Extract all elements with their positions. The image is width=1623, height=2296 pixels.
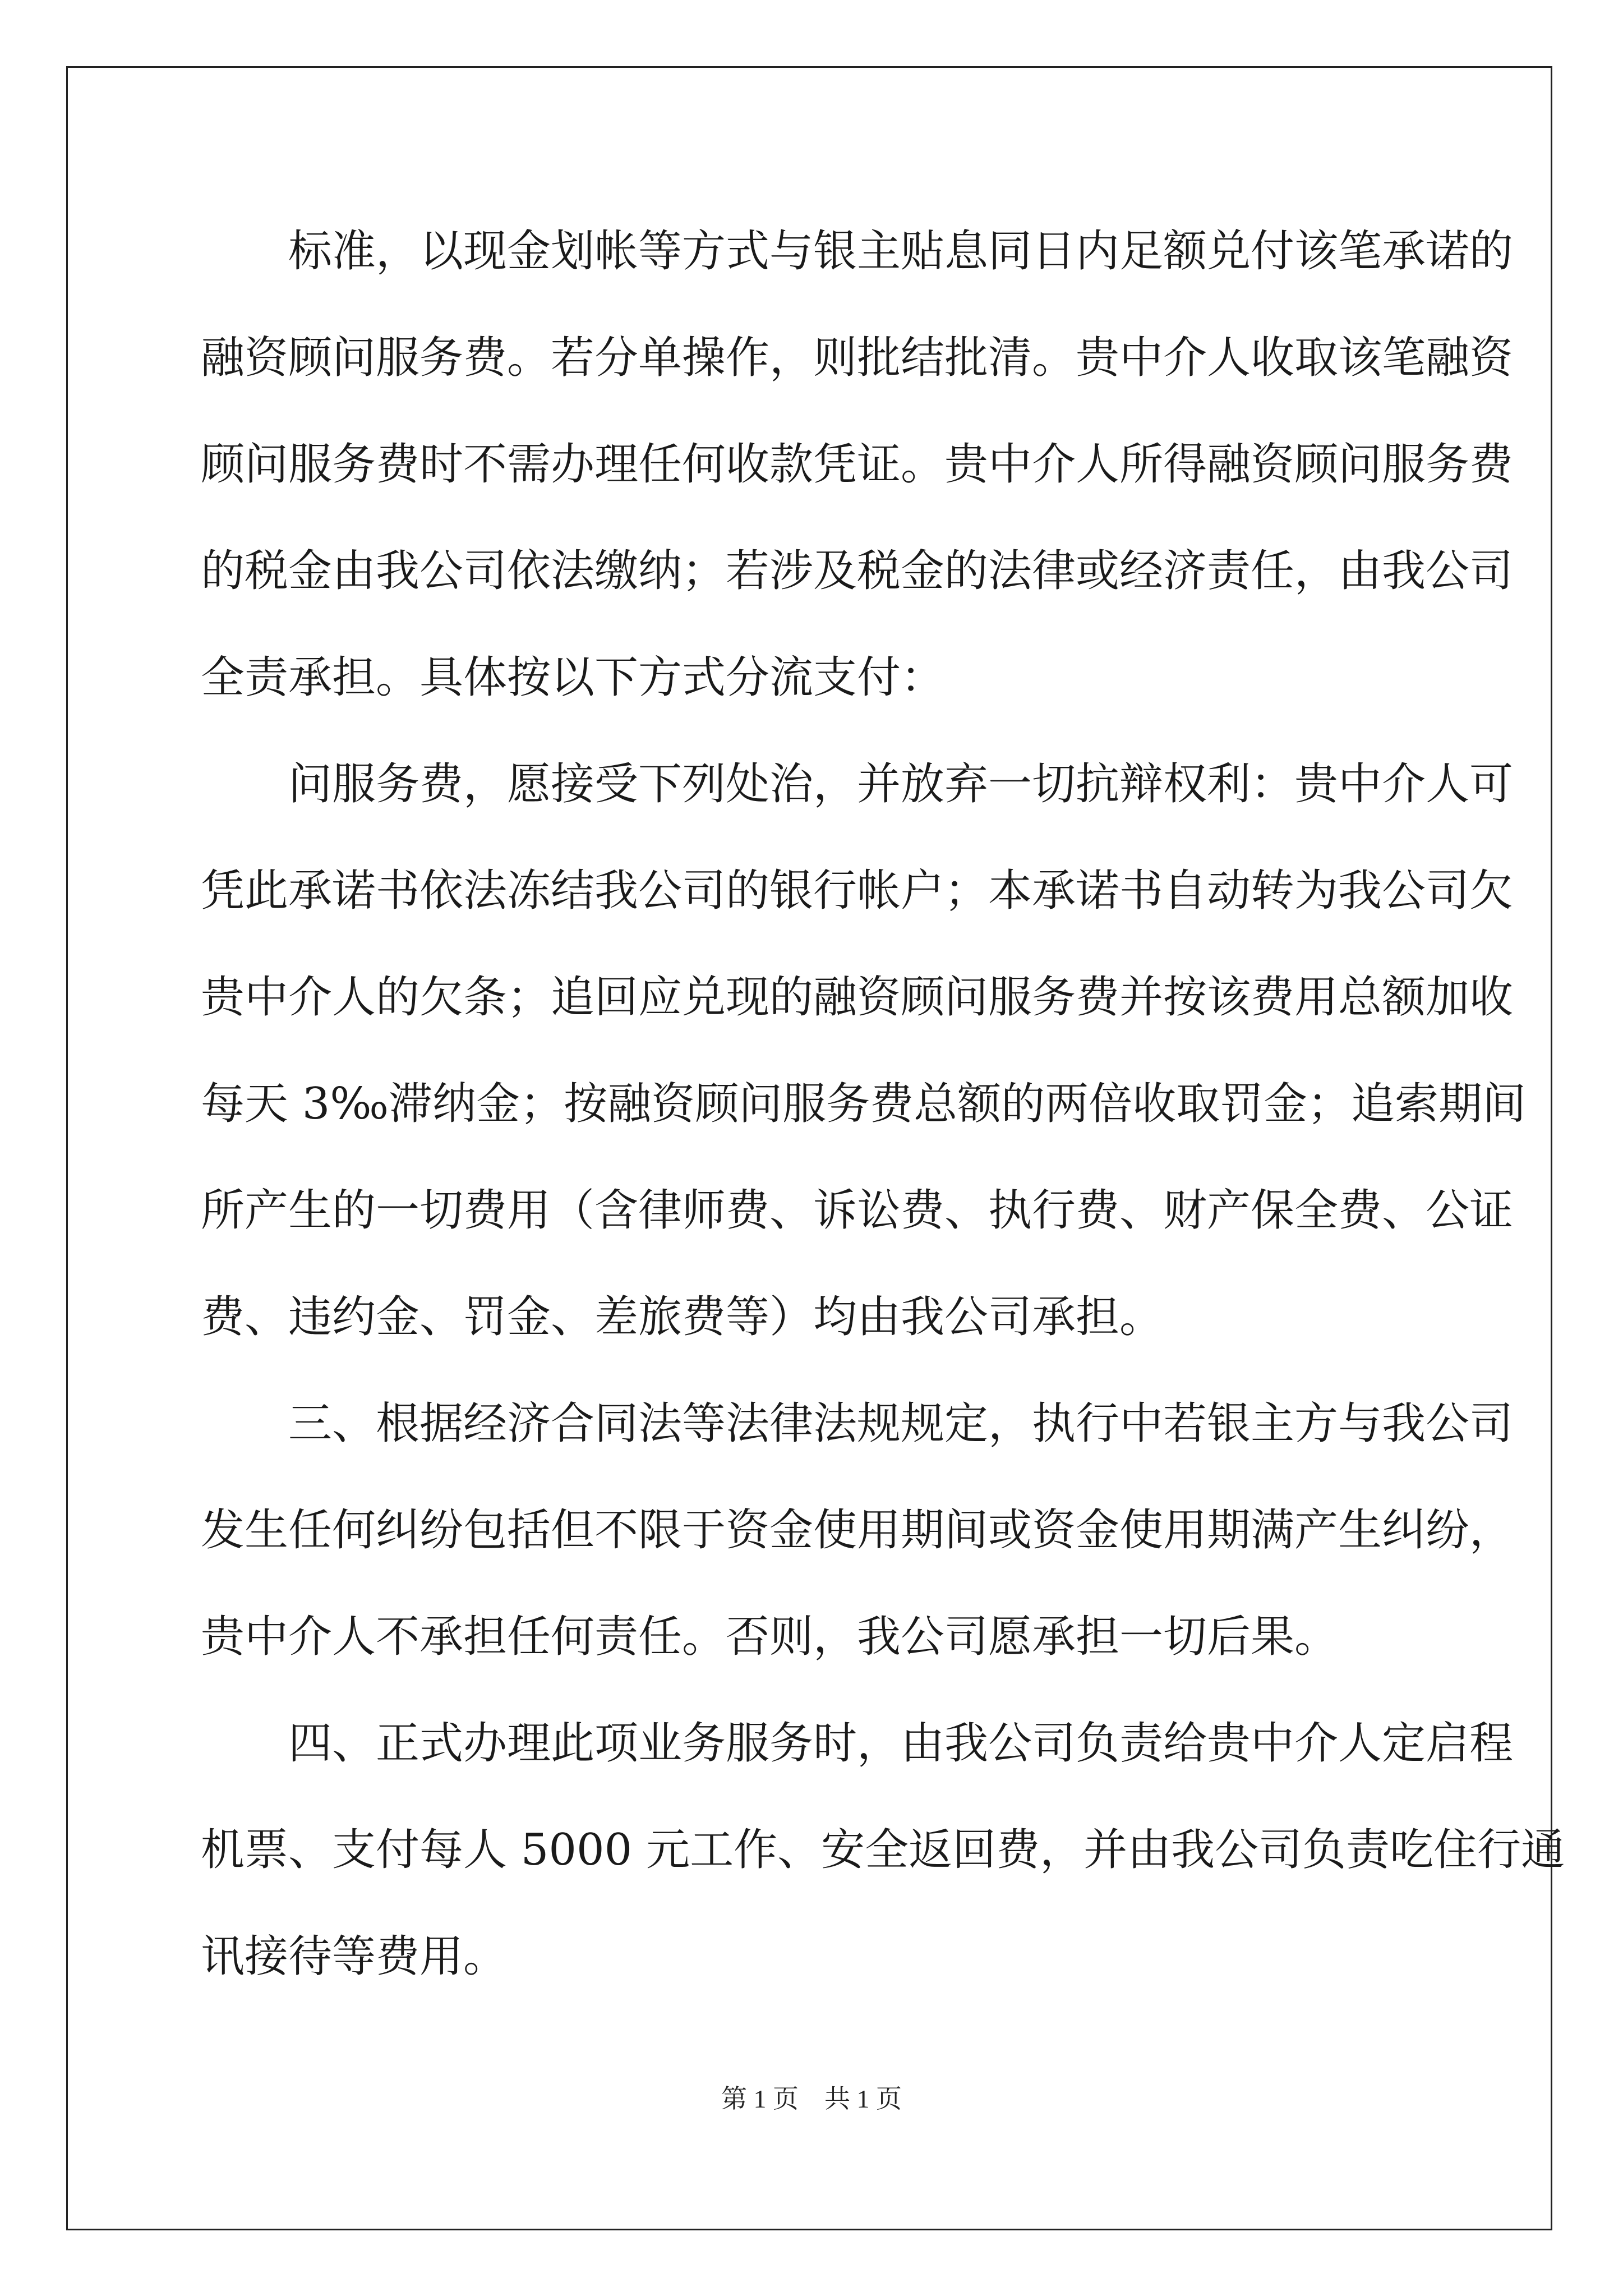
document-body: [201, 212, 1565, 2024]
paragraph-line: 四、正式办理此项业务服务时，由我公司负责给贵中介人定启程: [288, 1718, 1514, 1769]
paragraph-line: 三、根据经济合同法等法律法规规定，执行中若银主方与我公司: [288, 1398, 1514, 1449]
paragraph-line: 贵中介人不承担任何责任。否则，我公司愿承担一切后果。: [201, 1612, 1339, 1662]
paragraph-line: 凭此承诺书依法冻结我公司的银行帐户；本承诺书自动转为我公司欠: [201, 866, 1514, 916]
paragraph-line: 费、违约金、罚金、差旅费等）均由我公司承担。: [201, 1292, 1164, 1342]
paragraph-line: 全责承担。具体按以下方式分流支付：: [201, 652, 945, 703]
paragraph-line: 发生任何纠纷包括但不限于资金使用期间或资金使用期满产生纠纷，: [201, 1505, 1514, 1556]
paragraph-line: 每天 3‰滞纳金；按融资顾问服务费总额的两倍收取罚金；追索期间: [201, 1079, 1527, 1129]
page-number-footer: 第 1 页 共 1 页: [721, 2085, 902, 2113]
paragraph-line: 贵中介人的欠条；追回应兑现的融资顾问服务费并按该费用总额加收: [201, 972, 1514, 1023]
paragraph-line: 顾问服务费时不需办理任何收款凭证。贵中介人所得融资顾问服务费: [201, 439, 1514, 490]
paragraph-line: 融资顾问服务费。若分单操作，则批结批清。贵中介人收取该笔融资: [201, 333, 1514, 383]
paragraph-line: 标准，以现金划帐等方式与银主贴息同日内足额兑付该笔承诺的: [288, 226, 1514, 277]
paragraph-line: 所产生的一切费用（含律师费、诉讼费、执行费、财产保全费、公证: [201, 1185, 1514, 1236]
paragraph-line: 讯接待等费用。: [201, 1931, 508, 1982]
paragraph-line: 机票、支付每人 5000 元工作、安全返回费，并由我公司负责吃住行通: [201, 1825, 1565, 1875]
paragraph-line: 问服务费，愿接受下列处治，并放弃一切抗辩权利：贵中介人可: [288, 759, 1514, 809]
paragraph-line: 的税金由我公司依法缴纳；若涉及税金的法律或经济责任，由我公司: [201, 546, 1514, 596]
